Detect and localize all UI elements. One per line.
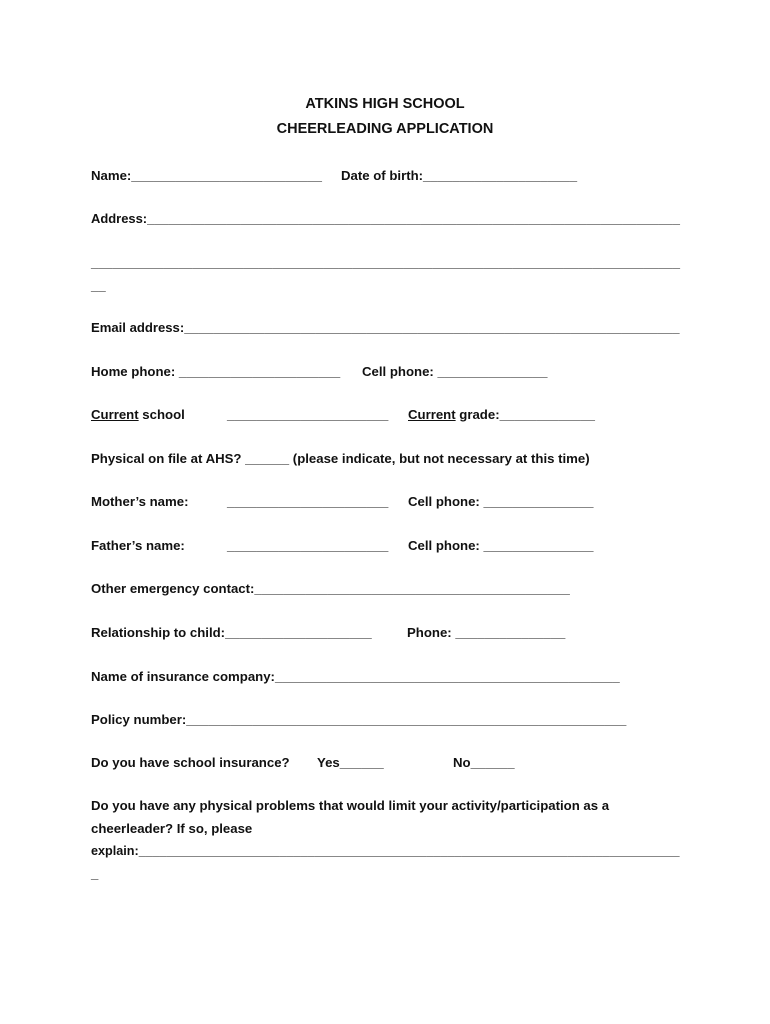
address-field[interactable]: Address:__________________________________________________________________________ <box>91 211 680 226</box>
mother-cell-phone-field[interactable]: Cell phone: _______________ <box>408 494 594 509</box>
explain-tail: _ <box>91 866 99 881</box>
name-field[interactable]: Name:__________________________ <box>91 168 323 183</box>
current-school-underlined: Current <box>91 407 139 422</box>
email-field[interactable]: Email address:____________________________________________________________________ <box>91 320 680 335</box>
address-line-2[interactable]: _________________________________________________________________________________ <box>91 255 681 270</box>
current-grade-rest: grade:_____________ <box>455 407 595 422</box>
father-name-label: Father’s name: <box>91 538 185 553</box>
mother-name-blank[interactable]: ______________________ <box>227 494 389 509</box>
school-insurance-no[interactable]: No______ <box>453 755 515 770</box>
policy-number-field[interactable]: Policy number:____________________________________________________________ <box>91 712 627 727</box>
physical-problems-question-line-2: cheerleader? If so, please <box>91 821 253 836</box>
cell-phone-field[interactable]: Cell phone: _______________ <box>362 364 548 379</box>
date-of-birth-field[interactable]: Date of birth:_____________________ <box>341 168 578 183</box>
father-name-blank[interactable]: ______________________ <box>227 538 389 553</box>
emergency-phone-field[interactable]: Phone: _______________ <box>407 625 566 640</box>
physical-on-file-field[interactable]: Physical on file at AHS? ______ (please indicate, but not necessary at this time) <box>91 451 590 466</box>
current-grade-underlined: Current <box>408 407 456 422</box>
form-title: CHEERLEADING APPLICATION <box>276 121 494 137</box>
address-line-2-tail: __ <box>91 278 106 293</box>
relationship-field[interactable]: Relationship to child:____________________ <box>91 625 372 640</box>
insurance-company-field[interactable]: Name of insurance company:_______________________________________________ <box>91 669 620 684</box>
home-phone-field[interactable]: Home phone: ______________________ <box>91 364 341 379</box>
school-insurance-yes[interactable]: Yes______ <box>317 755 384 770</box>
explain-field[interactable]: explain:_____________________________________________________________________________ <box>91 843 680 858</box>
physical-problems-question-line-1: Do you have any physical problems that would limit your activity/participation as a <box>91 798 610 813</box>
school-insurance-question: Do you have school insurance? <box>91 755 290 770</box>
school-name: ATKINS HIGH SCHOOL <box>305 96 465 112</box>
current-grade-field[interactable] <box>408 407 595 422</box>
current-school-label <box>91 407 185 422</box>
current-school-rest: school <box>138 407 185 422</box>
emergency-contact-field[interactable]: Other emergency contact:___________________________________________ <box>91 581 570 596</box>
father-cell-phone-field[interactable]: Cell phone: _______________ <box>408 538 594 553</box>
mother-name-label: Mother’s name: <box>91 494 189 509</box>
current-school-blank[interactable]: ______________________ <box>227 407 389 422</box>
